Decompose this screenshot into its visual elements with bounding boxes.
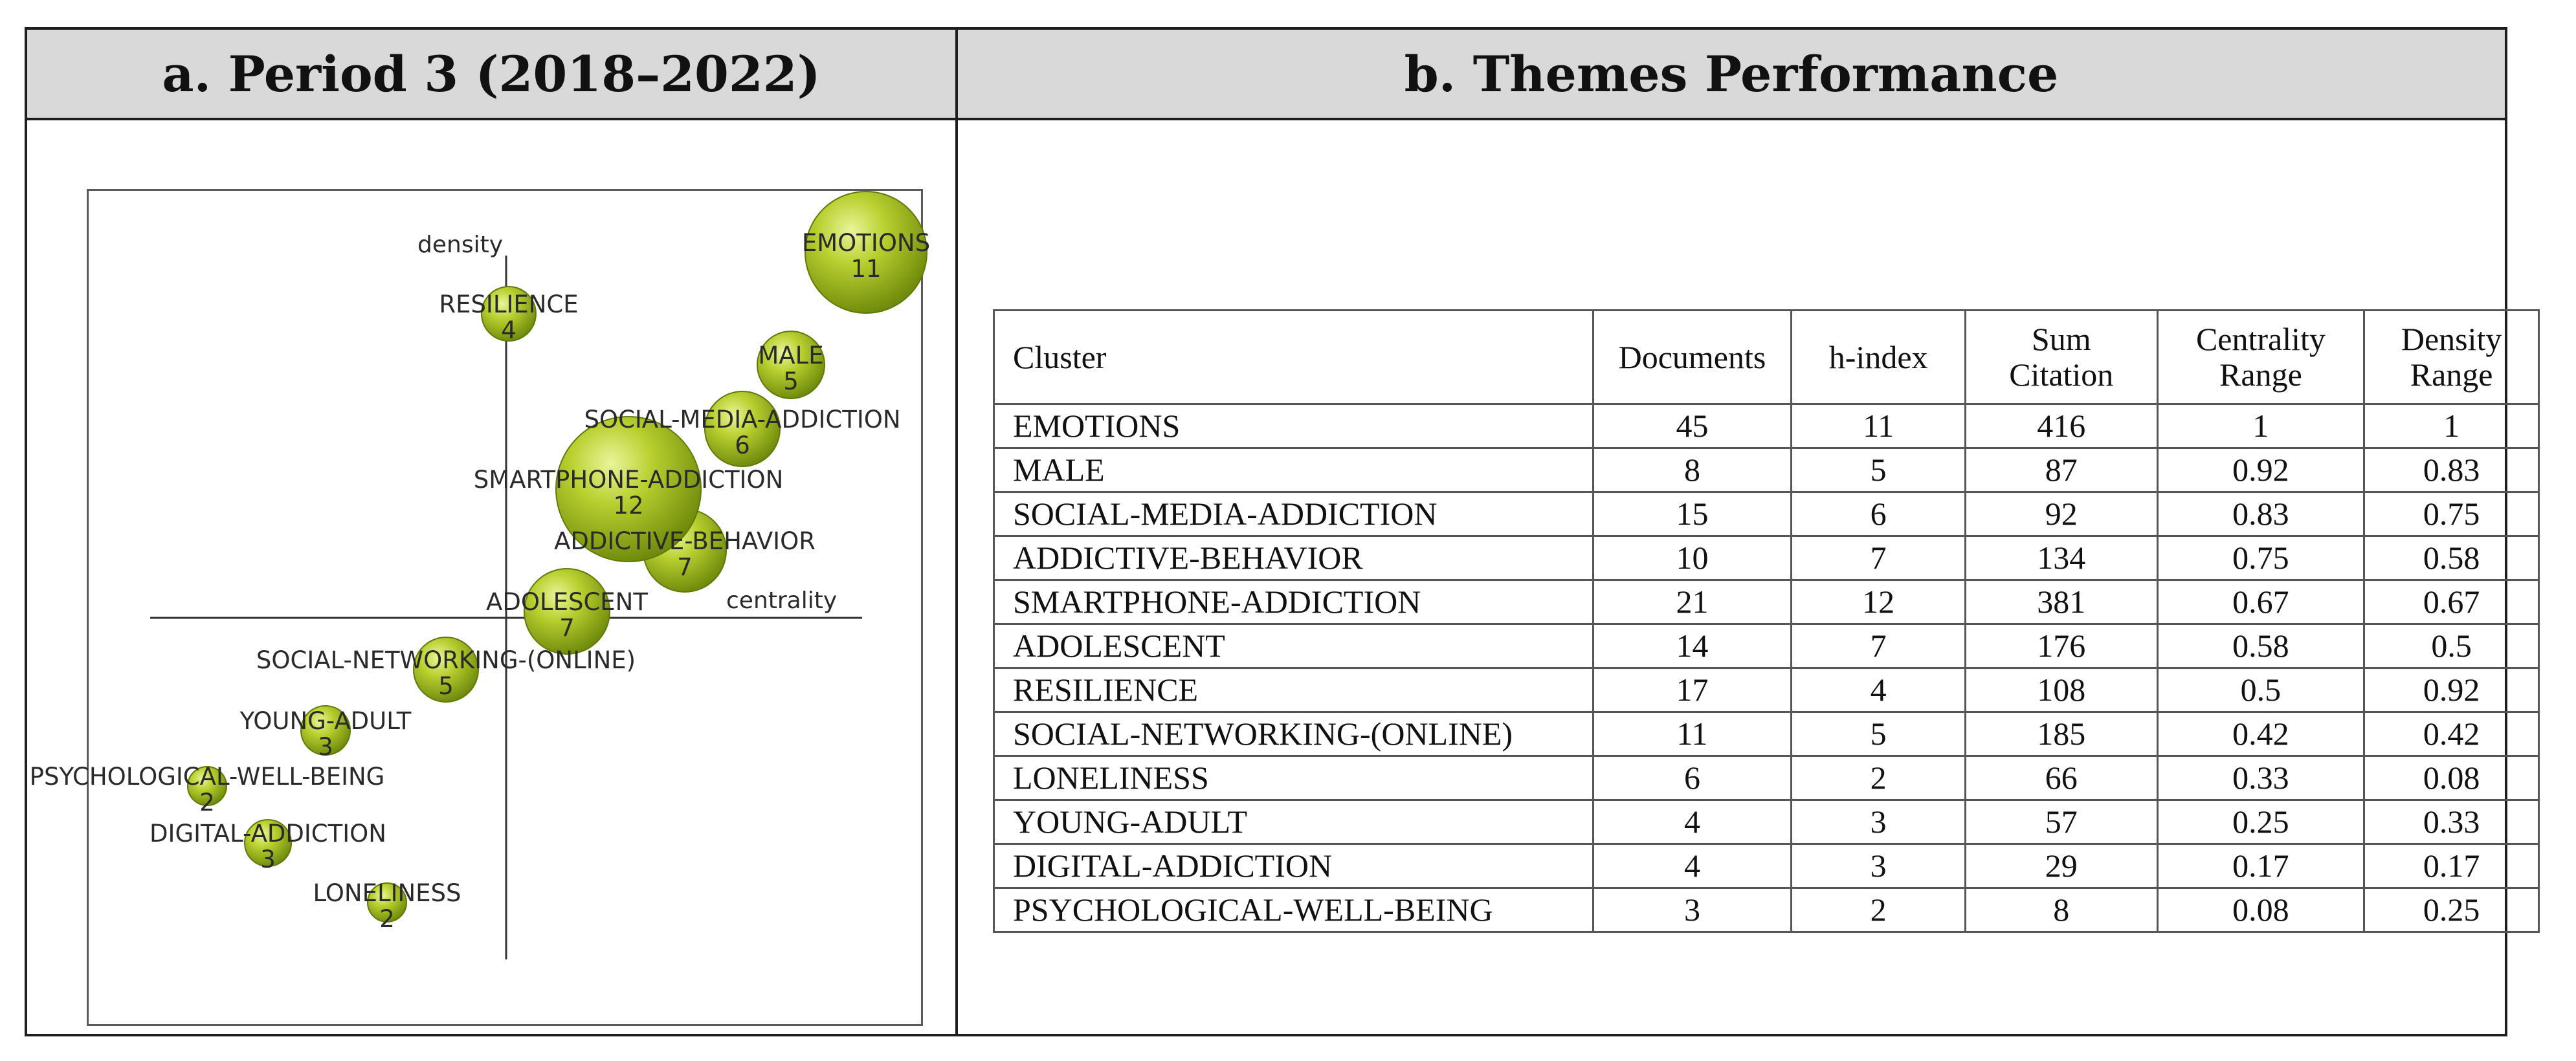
cell-centrality-range: 0.58 bbox=[2157, 624, 2364, 668]
cell-documents: 8 bbox=[1593, 448, 1792, 492]
cell-cluster: EMOTIONS bbox=[994, 404, 1593, 448]
table-row bbox=[994, 624, 2539, 668]
cell-documents: 14 bbox=[1593, 624, 1792, 668]
cell-documents: 6 bbox=[1593, 756, 1792, 800]
cell-h-index: 3 bbox=[1792, 844, 1966, 888]
cell-density-range: 0.67 bbox=[2364, 580, 2539, 624]
bubble-label-social-networking-online: SOCIAL-NETWORKING-(ONLINE) bbox=[256, 646, 636, 674]
bubble-label-smartphone-addiction: SMARTPHONE-ADDICTION bbox=[473, 466, 784, 494]
bubble-label-loneliness: LONELINESS bbox=[313, 879, 461, 907]
strategic-map-svg bbox=[29, 191, 931, 1024]
cell-sum-citation: 134 bbox=[1965, 536, 2157, 580]
cell-h-index: 12 bbox=[1792, 580, 1966, 624]
cell-h-index: 5 bbox=[1792, 712, 1966, 756]
cell-density-range: 0.17 bbox=[2364, 844, 2539, 888]
cell-centrality-range: 0.5 bbox=[2157, 668, 2364, 712]
bubble-label-young-adult: YOUNG-ADULT bbox=[239, 707, 412, 735]
cell-sum-citation: 66 bbox=[1965, 756, 2157, 800]
bubble-value-adolescent: 7 bbox=[559, 614, 575, 642]
bubble-value-social-networking-online: 5 bbox=[438, 672, 454, 700]
bubble-value-emotions: 11 bbox=[850, 255, 882, 283]
bubble-value-loneliness: 2 bbox=[379, 905, 395, 933]
header-density-range-line1: Density bbox=[2401, 321, 2502, 357]
table-row bbox=[994, 448, 2539, 492]
bubble-label-digital-addiction: DIGITAL-ADDICTION bbox=[150, 820, 386, 848]
panel-a-title: a. Period 3 (2018–2022) bbox=[27, 30, 955, 120]
cell-density-range: 0.83 bbox=[2364, 448, 2539, 492]
x-axis-label: centrality bbox=[726, 587, 838, 614]
cell-centrality-range: 0.83 bbox=[2157, 492, 2364, 536]
cell-documents: 21 bbox=[1593, 580, 1792, 624]
cell-sum-citation: 416 bbox=[1965, 404, 2157, 448]
header-density-range-line2: Range bbox=[2410, 356, 2493, 393]
bubble-value-resilience: 4 bbox=[501, 316, 516, 344]
table-row bbox=[994, 580, 2539, 624]
header-cluster bbox=[994, 311, 1593, 404]
cell-density-range: 0.58 bbox=[2364, 536, 2539, 580]
panel-b-title: b. Themes Performance bbox=[958, 30, 2505, 120]
cell-centrality-range: 0.92 bbox=[2157, 448, 2364, 492]
table-row bbox=[994, 536, 2539, 580]
bubble-value-social-media-addiction: 6 bbox=[735, 432, 750, 459]
cell-centrality-range: 0.42 bbox=[2157, 712, 2364, 756]
cell-cluster: ADDICTIVE-BEHAVIOR bbox=[994, 536, 1593, 580]
cell-centrality-range: 0.17 bbox=[2157, 844, 2364, 888]
table-row bbox=[994, 800, 2539, 844]
cell-density-range: 0.08 bbox=[2364, 756, 2539, 800]
cell-cluster: SOCIAL-NETWORKING-(ONLINE) bbox=[994, 712, 1593, 756]
header-centrality-range-line2: Range bbox=[2219, 356, 2302, 393]
bubble-value-young-adult: 3 bbox=[318, 733, 333, 761]
cell-centrality-range: 0.33 bbox=[2157, 756, 2364, 800]
y-axis-label: density bbox=[417, 232, 503, 258]
strategic-map bbox=[29, 189, 931, 1026]
cell-documents: 10 bbox=[1593, 536, 1792, 580]
cell-density-range: 0.33 bbox=[2364, 800, 2539, 844]
bubble-label-emotions: EMOTIONS bbox=[801, 229, 931, 257]
cell-density-range: 1 bbox=[2364, 404, 2539, 448]
cell-documents: 45 bbox=[1593, 404, 1792, 448]
cell-documents: 15 bbox=[1593, 492, 1792, 536]
cell-cluster: RESILIENCE bbox=[994, 668, 1593, 712]
cell-cluster: MALE bbox=[994, 448, 1593, 492]
table-header-row bbox=[994, 311, 2539, 404]
cell-h-index: 7 bbox=[1792, 536, 1966, 580]
cell-centrality-range: 0.25 bbox=[2157, 800, 2364, 844]
header-documents-label: Documents bbox=[1618, 338, 1766, 375]
cell-density-range: 0.42 bbox=[2364, 712, 2539, 756]
bubble-label-social-media-addiction: SOCIAL-MEDIA-ADDICTION bbox=[584, 406, 901, 433]
cell-sum-citation: 57 bbox=[1965, 800, 2157, 844]
bubble-value-digital-addiction: 3 bbox=[260, 846, 276, 873]
header-documents bbox=[1593, 311, 1792, 404]
cell-cluster: DIGITAL-ADDICTION bbox=[994, 844, 1593, 888]
cell-density-range: 0.25 bbox=[2364, 888, 2539, 932]
table-row bbox=[994, 756, 2539, 800]
table-row bbox=[994, 492, 2539, 536]
header-sum-citation-line1: Sum bbox=[2031, 321, 2091, 357]
figure-frame bbox=[25, 27, 2507, 1036]
cell-centrality-range: 0.08 bbox=[2157, 888, 2364, 932]
cell-cluster: LONELINESS bbox=[994, 756, 1593, 800]
table-row bbox=[994, 404, 2539, 448]
cell-h-index: 5 bbox=[1792, 448, 1966, 492]
cell-documents: 17 bbox=[1593, 668, 1792, 712]
cell-documents: 11 bbox=[1593, 712, 1792, 756]
cell-cluster: YOUNG-ADULT bbox=[994, 800, 1593, 844]
bubble-label-male: MALE bbox=[758, 342, 824, 369]
cell-cluster: ADOLESCENT bbox=[994, 624, 1593, 668]
cell-centrality-range: 0.67 bbox=[2157, 580, 2364, 624]
cell-sum-citation: 8 bbox=[1965, 888, 2157, 932]
cell-sum-citation: 176 bbox=[1965, 624, 2157, 668]
header-sum-citation bbox=[1965, 311, 2157, 404]
panel-divider bbox=[955, 30, 958, 1034]
cell-cluster: SOCIAL-MEDIA-ADDICTION bbox=[994, 492, 1593, 536]
header-sum-citation-line2: Citation bbox=[2009, 356, 2114, 393]
header-centrality-range bbox=[2157, 311, 2364, 404]
table-body bbox=[994, 404, 2539, 932]
cell-sum-citation: 92 bbox=[1965, 492, 2157, 536]
table-row bbox=[994, 888, 2539, 932]
bubble-value-psychological-well-being: 2 bbox=[199, 789, 215, 816]
bubble-label-adolescent: ADOLESCENT bbox=[486, 588, 648, 616]
bubble-value-addictive-behavior: 7 bbox=[677, 553, 693, 581]
themes-performance-table bbox=[993, 309, 2540, 933]
cell-h-index: 7 bbox=[1792, 624, 1966, 668]
cell-h-index: 2 bbox=[1792, 756, 1966, 800]
bubble-value-smartphone-addiction: 12 bbox=[613, 492, 644, 520]
bubble-label-resilience: RESILIENCE bbox=[439, 290, 579, 318]
cell-density-range: 0.5 bbox=[2364, 624, 2539, 668]
cell-sum-citation: 29 bbox=[1965, 844, 2157, 888]
cell-h-index: 3 bbox=[1792, 800, 1966, 844]
bubble-label-addictive-behavior: ADDICTIVE-BEHAVIOR bbox=[554, 527, 816, 555]
cell-density-range: 0.92 bbox=[2364, 668, 2539, 712]
bubble-value-male: 5 bbox=[783, 367, 799, 395]
header-cluster-label: Cluster bbox=[1013, 338, 1107, 375]
cell-sum-citation: 381 bbox=[1965, 580, 2157, 624]
cell-documents: 3 bbox=[1593, 888, 1792, 932]
cell-density-range: 0.75 bbox=[2364, 492, 2539, 536]
cell-sum-citation: 108 bbox=[1965, 668, 2157, 712]
cell-documents: 4 bbox=[1593, 844, 1792, 888]
header-h-index bbox=[1792, 311, 1966, 404]
table-row bbox=[994, 712, 2539, 756]
header-centrality-range-line1: Centrality bbox=[2195, 321, 2326, 357]
table-row bbox=[994, 844, 2539, 888]
cell-h-index: 2 bbox=[1792, 888, 1966, 932]
header-h-index-label: h-index bbox=[1828, 338, 1928, 375]
header-density-range bbox=[2364, 311, 2539, 404]
cell-documents: 4 bbox=[1593, 800, 1792, 844]
cell-h-index: 6 bbox=[1792, 492, 1966, 536]
cell-h-index: 4 bbox=[1792, 668, 1966, 712]
cell-cluster: SMARTPHONE-ADDICTION bbox=[994, 580, 1593, 624]
cell-centrality-range: 0.75 bbox=[2157, 536, 2364, 580]
cell-sum-citation: 185 bbox=[1965, 712, 2157, 756]
cell-cluster: PSYCHOLOGICAL-WELL-BEING bbox=[994, 888, 1593, 932]
bubble-label-psychological-well-being: PSYCHOLOGICAL-WELL-BEING bbox=[29, 763, 385, 791]
table-row bbox=[994, 668, 2539, 712]
cell-h-index: 11 bbox=[1792, 404, 1966, 448]
cell-sum-citation: 87 bbox=[1965, 448, 2157, 492]
cell-centrality-range: 1 bbox=[2157, 404, 2364, 448]
